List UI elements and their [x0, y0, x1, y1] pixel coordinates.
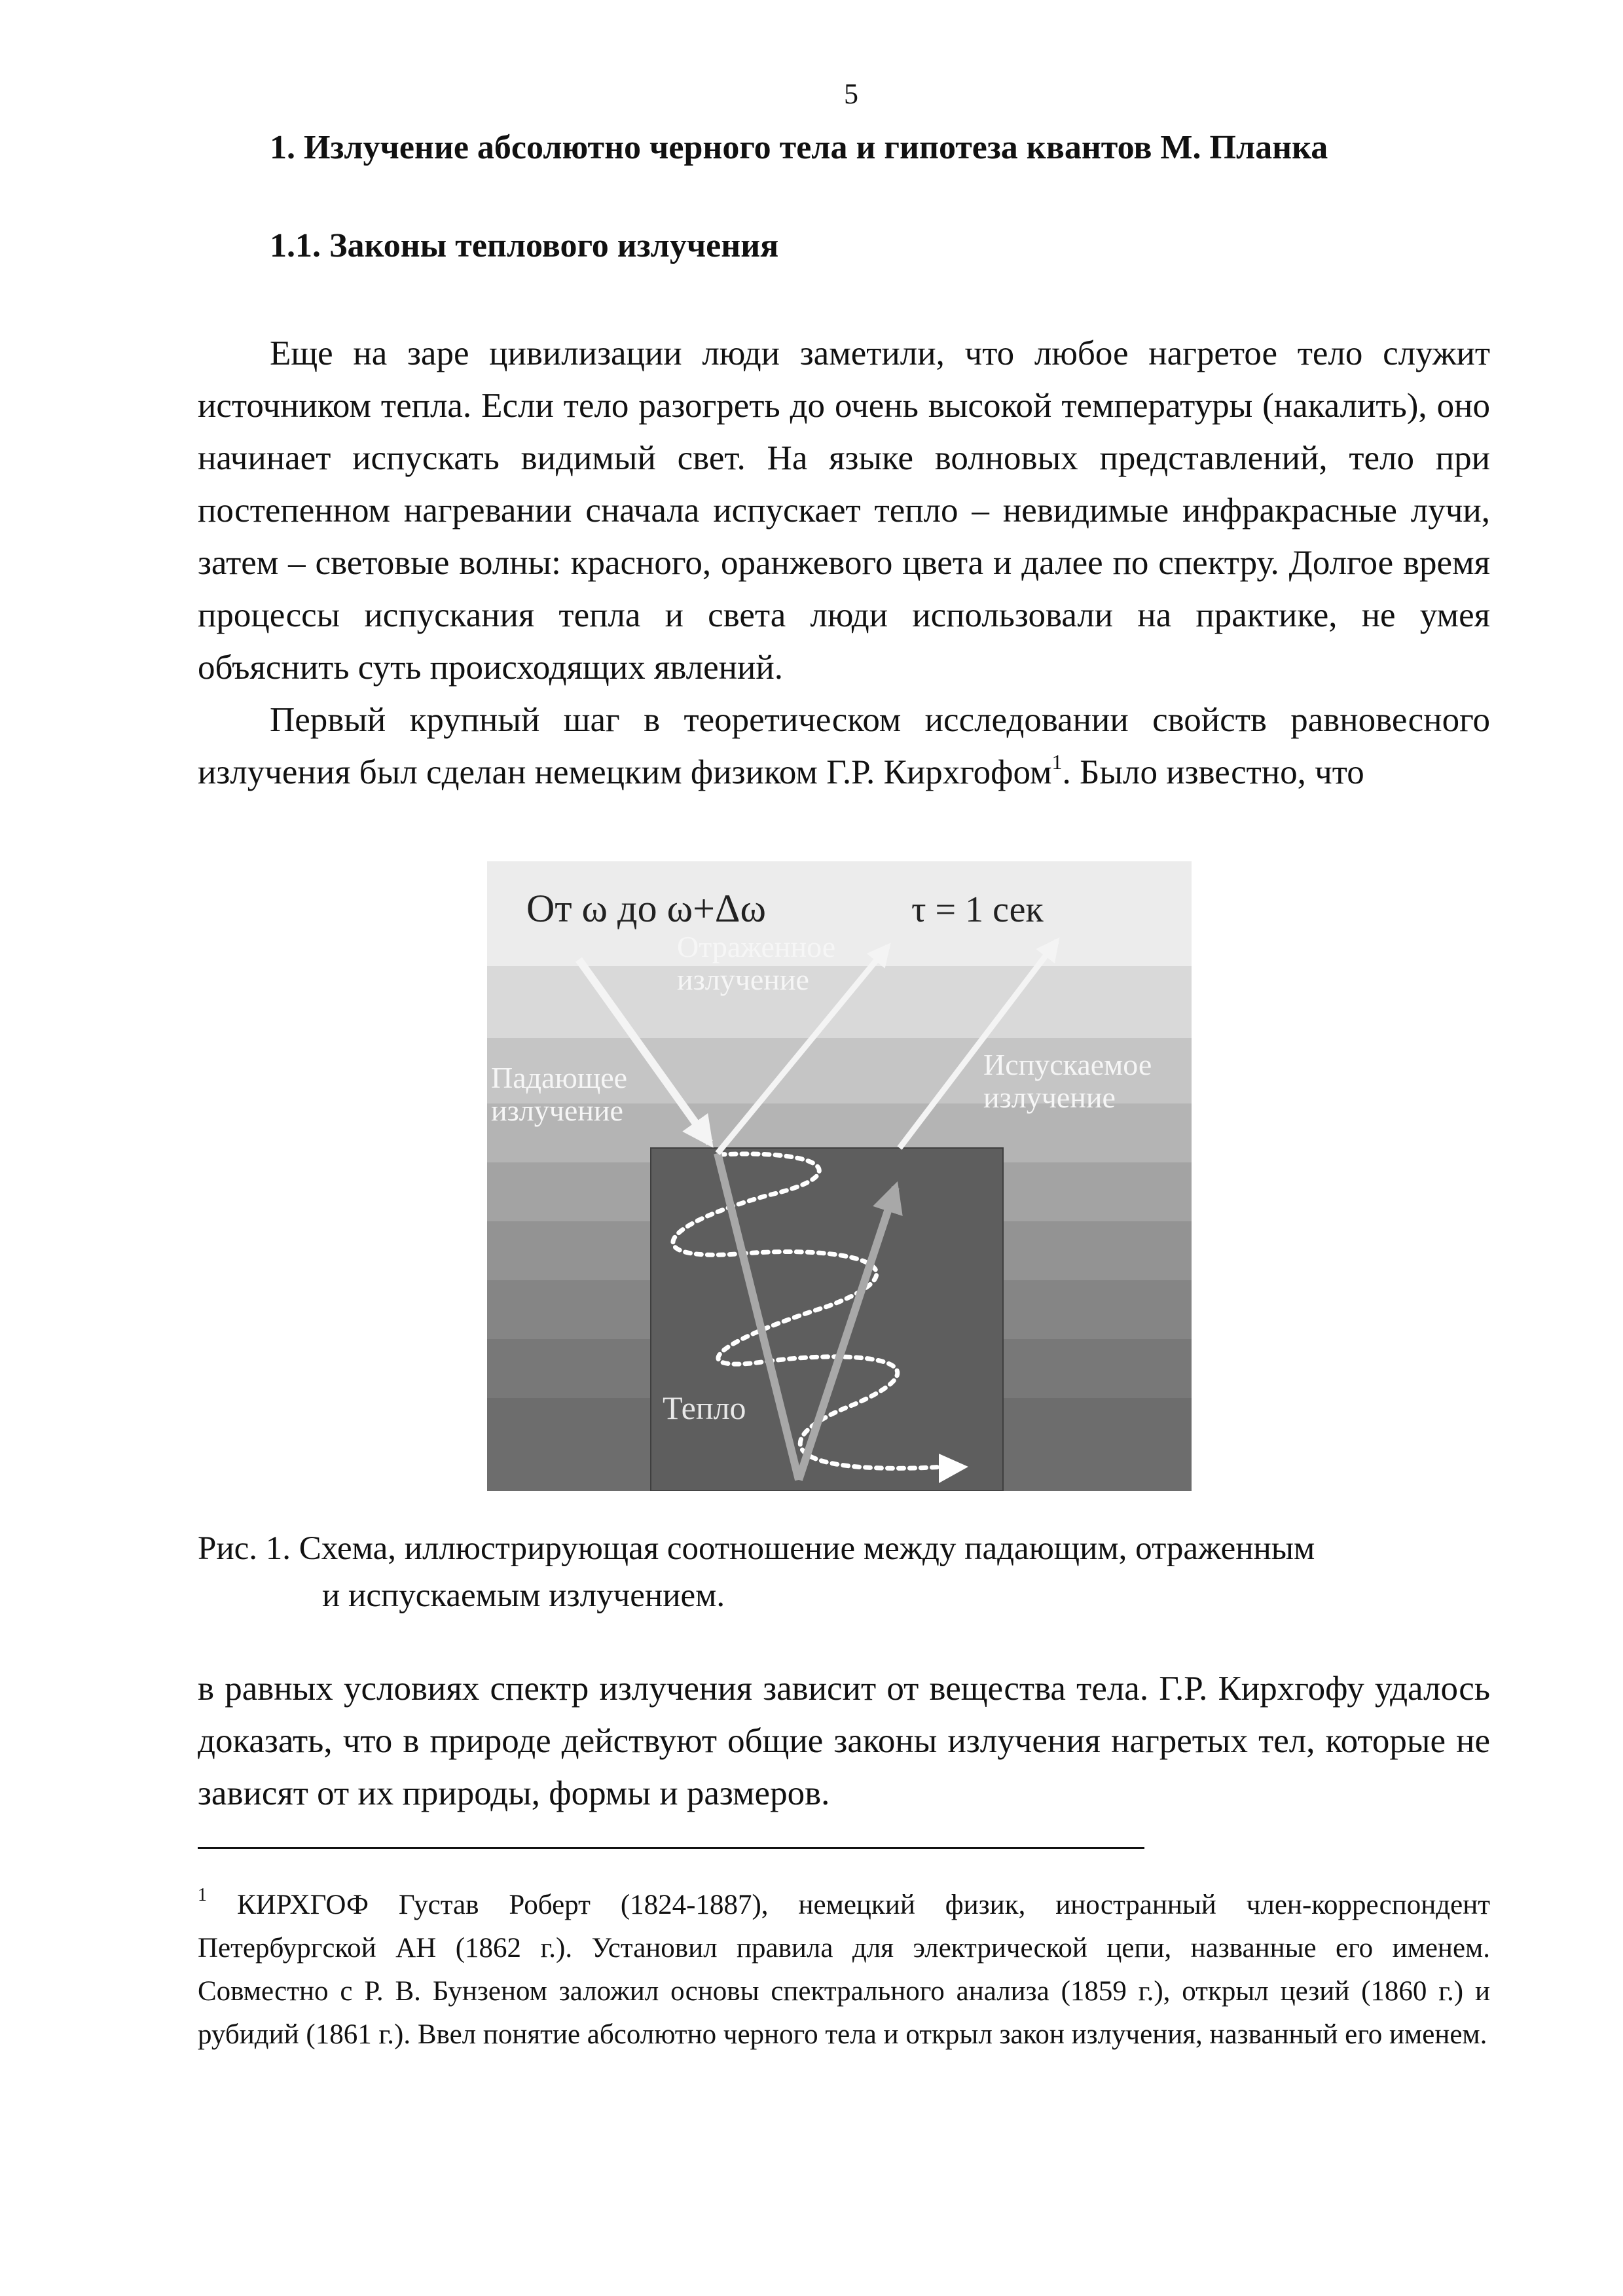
incident-label-line2: излучение — [491, 1094, 623, 1127]
emitted-label-line1: Испускаемое — [983, 1048, 1152, 1081]
footnote — [198, 1884, 1490, 2056]
caption-line2: и испускаемым излучением. — [322, 1577, 725, 1614]
caption-line1: Рис. 1. Схема, иллюстрирующая соотношение между падающим, отраженным — [198, 1530, 1315, 1567]
range-label: От ω до ω+Δω — [526, 887, 766, 930]
footnote-separator — [198, 1847, 1144, 1849]
footnote-marker: 1 — [198, 1885, 207, 1905]
section-title: 1.1. Законы теплового излучения — [270, 227, 779, 264]
reflected-label-line1: Отраженное — [677, 930, 836, 963]
chapter-title: 1. Излучение абсолютно черного тела и гипотеза квантов М. Планка — [270, 129, 1328, 166]
figure-radiation-diagram — [487, 861, 1192, 1491]
diagram-svg — [487, 861, 1192, 1491]
emitted-label-line2: излучение — [983, 1081, 1116, 1114]
paragraph-1: Еще на заре цивилизации люди заметили, что любое нагретое тело служит источником тепла. Если тело разогреть до очень высокой температуры (накалить), оно начинает испускать видимый свет. На языке волновых представлений, тело при постепенном нагревании сначала испускает тепло – невидимые инфракрасные лучи, затем – световые волны: красного, оранжевого цвета и далее по спектру. Долгое время процессы испускания тепла и света люди использовали на практике, не умея объяснить суть происходящих явлений. — [198, 334, 1490, 687]
incident-label-line1: Падающее — [491, 1061, 628, 1094]
tau-label: τ = 1 сек — [911, 889, 1044, 930]
footnote-text: КИРХГОФ Густав Роберт (1824-1887), немецкий физик, иностранный член-корреспондент Петербургской АН (1862 г.). Установил правила для электрической цепи, названные его именем. Совместно с Р. В. Бунзеном заложил основы спектрального анализа (1859 г.), открыл цезий (1860 г.) и рубидий (1861 г.). Ввел понятие абсолютно черного тела и открыл закон излучения, названный его именем. — [198, 1890, 1490, 2050]
paragraph-3: в равных условиях спектр излучения зависит от вещества тела. Г.Р. Кирхгофу удалось доказать, что в природе действуют общие законы излучения нагретых тел, которые не зависят от их природы, формы и размеров. — [198, 1670, 1490, 1812]
reflected-label-line2: излучение — [677, 963, 809, 996]
heat-label: Тепло — [663, 1390, 746, 1426]
body-text-bottom — [198, 1662, 1490, 1820]
black-body-block — [651, 1148, 1003, 1491]
footnote-reference[interactable]: 1 — [1051, 750, 1063, 774]
figure-caption — [198, 1525, 1490, 1619]
page-number: 5 — [844, 78, 858, 110]
body-text-top — [198, 327, 1490, 798]
paragraph-2-text: Первый крупный шаг в теоретическом исследовании свойств равновесного излучения был сделан немецким физиком Г.Р. Кирхгофом — [198, 701, 1490, 791]
paragraph-2-tail: . Было известно, что — [1062, 753, 1364, 791]
paragraph-2 — [198, 694, 1490, 798]
